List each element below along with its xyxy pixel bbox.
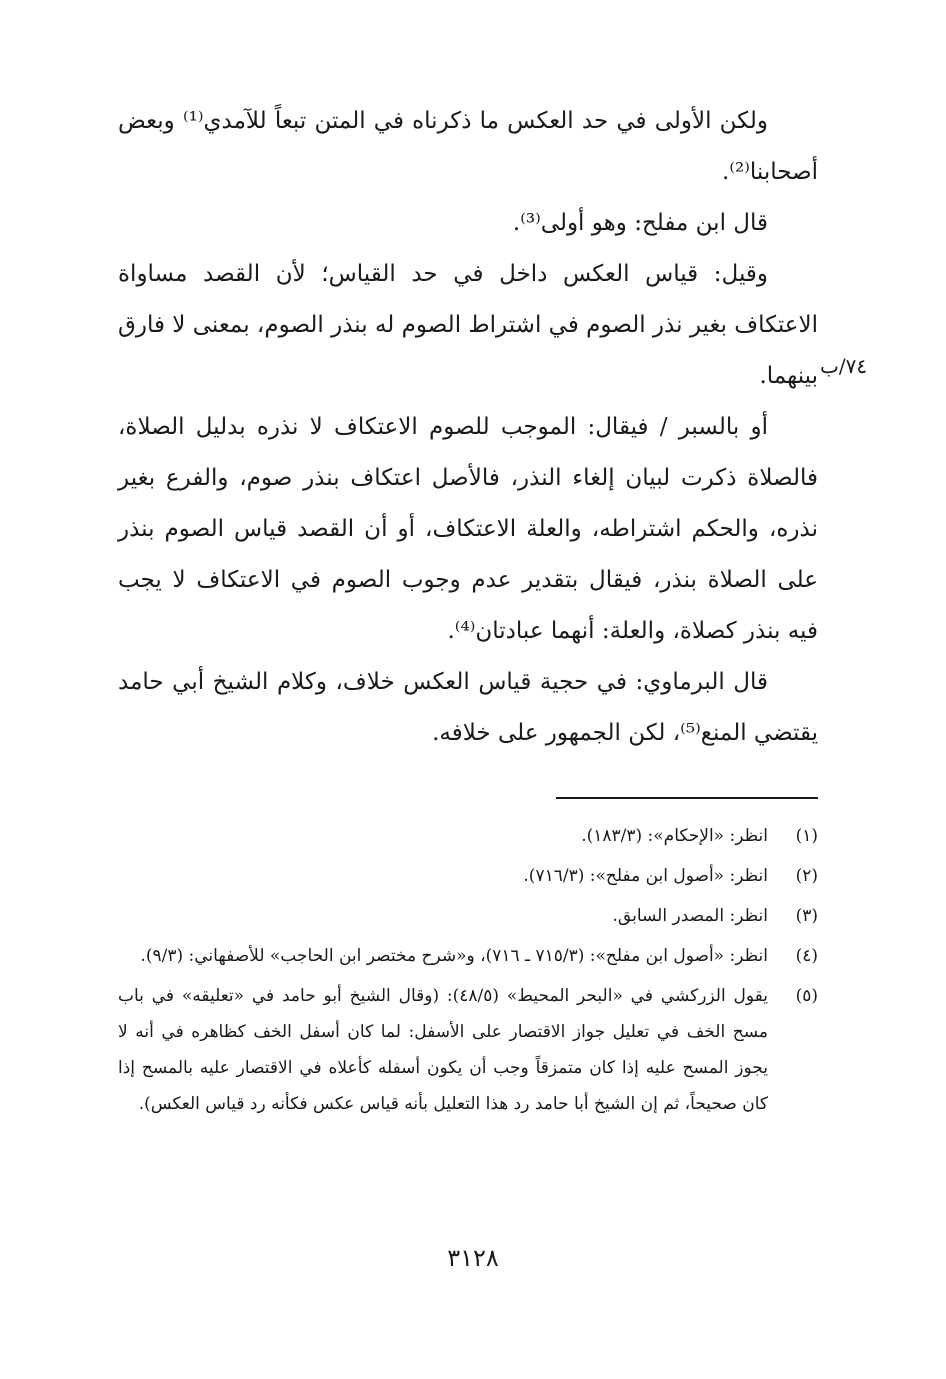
footnote-text: انظر: «أصول ابن مفلح»: (٧١٦/٣). <box>523 866 768 886</box>
footnotes <box>118 818 818 1126</box>
footnote <box>118 978 818 1122</box>
footnote <box>118 858 818 894</box>
footnote <box>118 938 818 974</box>
footnote-number: (٥) <box>795 986 818 1006</box>
paragraph-4: أو بالسبر / فيقال: الموجب للصوم الاعتكاف لا نذره بدليل الصلاة، فالصلاة ذكرت لبيان إلغاء النذر، فالأصل اعتكاف بنذر صوم، والفرع بغير نذره، والحكم اشتراطه، والعلة الاعتكاف، أو أن القصد قياس الصوم بنذر على الصلاة بنذر، فيقال بتقدير عدم وجوب الصوم في الاعتكاف لا يجب فيه بنذر كصلاة، والعلة: أنهما عبادتان⁽⁴⁾. <box>118 414 818 644</box>
paragraph-1: ولكن الأولى في حد العكس ما ذكرناه في المتن تبعاً للآمدي⁽¹⁾ وبعض أصحابنا⁽²⁾. <box>118 108 818 185</box>
footnote-number: (٢) <box>795 866 818 886</box>
paragraph-3: وقيل: قياس العكس داخل في حد القياس؛ لأن القصد مساواة الاعتكاف بغير نذر الصوم في اشتراط الصوم له بنذر الصوم، بمعنى لا فارق بينهما. <box>118 261 818 389</box>
margin-marker: ٧٤/ب <box>820 354 868 378</box>
footnote-text: انظر: المصدر السابق. <box>612 906 768 926</box>
footnote-text: انظر: «الإحكام»: (١٨٣/٣). <box>581 826 768 846</box>
paragraph-5: قال البرماوي: في حجية قياس العكس خلاف، وكلام الشيخ أبي حامد يقتضي المنع⁽⁵⁾، لكن الجمهور على خلافه. <box>118 669 818 746</box>
page-number: ٣١٢٨ <box>447 1244 499 1272</box>
footnote-number: (٣) <box>795 906 818 926</box>
footnote <box>118 898 818 934</box>
footnote-number: (١) <box>795 826 818 846</box>
paragraph-2: قال ابن مفلح: وهو أولى⁽³⁾. <box>512 210 768 236</box>
footnote <box>118 818 818 854</box>
footnote-text: يقول الزركشي في «البحر المحيط» (٤٨/٥): (وقال الشيخ أبو حامد في «تعليقه» في باب مسح الخف في تعليل جواز الاقتصار على الأسفل: لما كان أسفل الخف كظاهره في أنه لا يجوز المسح عليه إذا كان متمزقاً وجب أن يكون أسفله كأعلاه في الاقتصار عليه بالمسح إذا كان صحيحاً، ثم إن الشيخ أبا حامد رد هذا التعليل بأنه قياس عكس فكأنه رد قياس العكس). <box>118 986 768 1114</box>
main-text <box>118 96 818 759</box>
footnote-text: انظر: «أصول ابن مفلح»: (٧١٥/٣ ـ ٧١٦)، و«شرح مختصر ابن الحاجب» للأصفهاني: (٩/٣). <box>140 946 768 966</box>
footnote-number: (٤) <box>795 946 818 966</box>
footnote-separator <box>556 797 818 799</box>
